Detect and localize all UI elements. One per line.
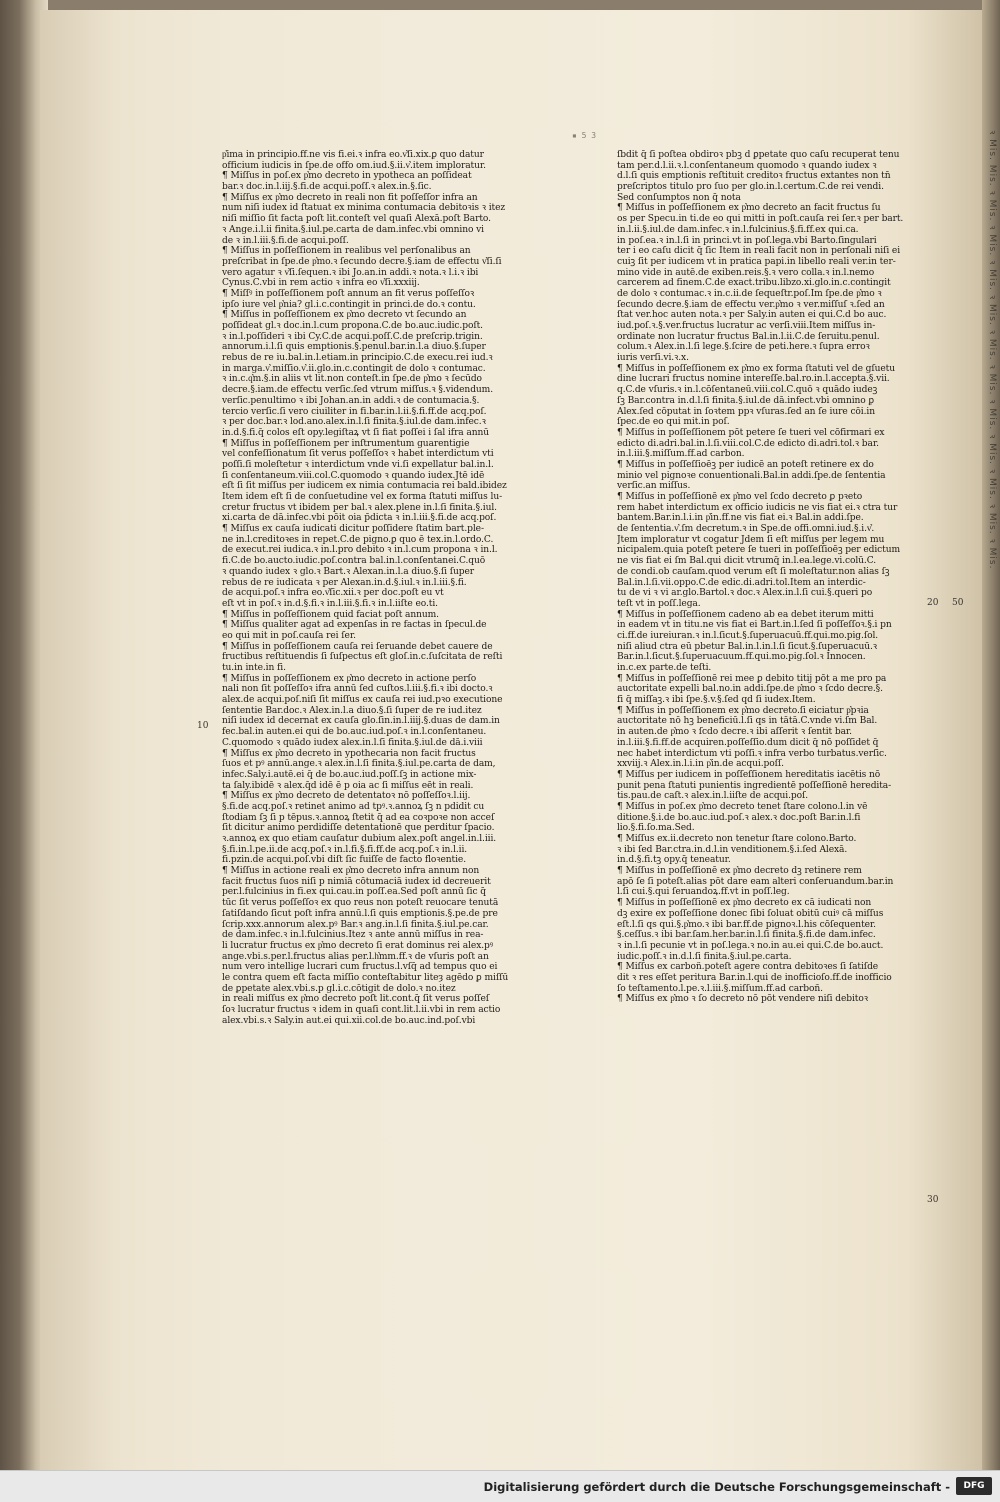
text-line: Sed conſumptos non q̄ nota — [617, 192, 741, 203]
text-line: ¶ Miſſus ex.ii.decreto non tenetur ſtare colono.Barto. — [617, 834, 857, 844]
text-line: ſo teſtamento.l.pe.ꝛ.l.iii.§.miſſum.ff.ad carboñ. — [617, 983, 823, 994]
text-line: eo qui mit in poſ.cauſa rei ſer. — [222, 630, 356, 641]
text-line: ¶ Miſſus in poſ.ex p͛mo decreto tenet ſtare colono.l.in vē — [617, 801, 868, 812]
text-line: teſt vt in poſſ.lega. — [617, 598, 701, 609]
text-line: in marga.v͛.miſſio.v͛.ii.glo.in.c.contingit de dolo ꝛ contumac. — [222, 363, 486, 374]
text-line: colum.ꝛ Alex.in.l.ſi lege.§.ſcire de peti.here.ꝛ ſupra erroꝛ — [617, 342, 870, 353]
text-line: ¶ Miſſus in poſſeſſionē ex p͛mo decreto ex cā iudicati non — [617, 898, 872, 909]
text-line: facit fructus ſuos niſi p nimiā cōtumaciā iudex id decreuerit — [222, 876, 491, 887]
text-line: ne vis fiat ei ſm Bal.qui dicit vtrumq̄ in.l.ea.lege.vi.colū.C. — [617, 556, 877, 567]
line-number-50: 50 — [952, 598, 964, 608]
text-line: tu.in inte.in fi. — [222, 663, 286, 673]
text-line: ipſo iure vel p͛nia? gl.i.c.contingit in princi.de do.ꝛ contu. — [222, 299, 476, 310]
text-line: ſuos et pꝰ annū.ange.ꝛ alex.in.l.ſi finita.§.iul.pe.carta de dam, — [222, 759, 496, 770]
text-line: de dolo ꝛ contumac.ꝛ in.c.ii.de ſequeſtr.poſ.Im ſpe.de p͛mo ꝛ — [617, 288, 882, 299]
text-line: niſi aliud ctra eū pbetur Bal.in.l.in.l.ſi ſicut.§.ſuperuacuū.ꝛ — [617, 641, 877, 652]
text-line: ꝛ in.l.poſſideri ꝛ ibi Cy.C.de acqui.poſſ.C.de preſcrip.trigin. — [222, 331, 483, 342]
text-line: ¶ Miſſus in poſſeſſionem in realibus vel perſonalibus an — [222, 246, 471, 257]
text-line: Jtem imploratur vt cogatur Jdem ſi eſt miſſus per legem mu — [617, 534, 885, 545]
text-line: lio.§.fi.ſo.ma.Sed. — [617, 823, 695, 834]
text-line: edicto di.adri.bal.in.l.ſi.viii.col.C.de edicto di.adri.tol.ꝛ bar. — [617, 438, 879, 449]
text-line: ¶ Miſſus in poſſeſſionem quid faciat poſt annum. — [222, 609, 439, 620]
text-line: Bal.in.l.ſi.vii.oppo.C.de edic.di.adri.tol.Item an interdic- — [617, 577, 866, 588]
text-line: poſſi.ſi moleſtetur ꝛ interdictum vnde vi.ſi expellatur bal.in.l. — [222, 459, 494, 470]
line-number-20: 20 — [927, 598, 939, 608]
text-line: ¶ Miſſus in poſſeſſionē ex p͛mo vel ſcdo decreto ꝑ pꝛeto — [617, 492, 863, 502]
text-line: §.fi.in.l.pe.ii.de acq.poſ.ꝛ in.l.fi.§.fi.ff.de acq.poſ.ꝛ in.l.ii. — [222, 844, 468, 855]
text-line: de ꝑpetate alex.vbi.s.p gl.i.c.cōtigit de dolo.ꝛ no.itez — [222, 983, 456, 994]
line-number-10: 10 — [197, 721, 209, 731]
text-line: in.l.ii.§.iul.de dam.infec.ꝛ in.l.fulcinius.§.fi.ff.ex qui.ca. — [617, 224, 859, 235]
text-line: nicipalem.quia poteſt petere ſe tueri in poſſeſſioēꝫ per edictum — [617, 545, 900, 556]
text-line: infec.Saly.i.autē.ei q̄ de bo.auc.iud.poſſ.ſꝫ in actione mix- — [222, 769, 477, 780]
text-line: de dam.infec.ꝛ in.l.fulcinius.Itez ꝛ ante annū miſſus in rea- — [222, 930, 484, 941]
text-line: rem habet interdictum ex officio iudicis ne vis fiat ei.ꝛ ctra tur — [617, 502, 898, 513]
text-line: per.l.fulcinius in fi.ex qui.cau.in poſſ.ea.Sed poſt annū ſic q̄ — [222, 887, 486, 898]
text-line: num niſi iudex id ſtatuat ex minima contumacia debitoꝛis ꝛ itez — [222, 203, 506, 214]
text-line: rebus de re iudicata ꝛ per Alexan.in.d.§.iul.ꝛ in.l.iii.§.fi. — [222, 577, 467, 588]
text-line: alex.vbi.s.ꝛ Saly.in aut.ei qui.xii.col.de bo.auc.ind.poſ.vbi — [222, 1015, 476, 1026]
text-line: niſi iudex id decernat ex cauſa glo.ſin.in.l.iiij.§.duas de dam.in — [222, 716, 500, 727]
text-line: de ſententia.v͛.ſm decretum.ꝛ in Spe.de offi.omni.iud.§.i.v͛. — [617, 524, 875, 535]
text-line: in.d.§.fi.tꝫ opy.q̄ teneatur. — [617, 855, 731, 866]
text-line: ſtat ver.hoc auten nota.ꝛ per Saly.in auten ei qui.C.d bo auc. — [617, 310, 887, 321]
text-line: alex.de acqui.poſ.niſi ſit miſſus ex cauſa rei iud.pꝛo executione — [222, 695, 503, 706]
text-line: l.ſi cui.§.qui ſeruandoꝝ.ff.vt in poſſ.leg. — [617, 887, 790, 898]
text-line: decre.§.iam.de effectu verſic.ſed vtrum miſſus.ꝛ §.videndum. — [222, 385, 493, 396]
text-line: dit ꝛ res eſſet peritura Bar.in.l.qui de inofficioſo.ff.de inofficio — [617, 972, 892, 983]
text-line: ꝛ in.l.ſi pecunie vt in poſ.lega.ꝛ no.in au.ei qui.C.de bo.auct. — [617, 940, 884, 951]
text-line: in eadem vt in titu.ne vis fiat ei Bart.in.l.ſed ſi poſſeſſoꝛ.§.i pn — [617, 620, 892, 631]
text-line: in.l.iii.§.fi.ff.de acquiren.poſſeſſio.dum dicit q̄ nō poſſidet q̄ — [617, 737, 879, 748]
text-line: apō ſe ſi poteſt.alias pōt dare eam alteri conſeruandum.bar.in — [617, 876, 894, 887]
text-line: Cynus.C.vbi in rem actio ꝛ infra eo v͛ſi.xxxiij. — [222, 278, 420, 289]
text-line: verſic.an miſſus. — [617, 481, 691, 492]
text-line: tam per.d.l.ii.ꝛ.l.conſentaneum quomodo ꝛ quando iudex ꝛ — [617, 160, 877, 171]
text-line: ¶ Miſſus in poſſeſſionē rei mee ꝑ debito titij pōt a me pro pa — [617, 673, 887, 684]
text-line: ſecundo decre.§.iam de effectu ver.p͛mo ꝛ ver.miſſuſ ꝛ.ſed an — [617, 299, 885, 310]
text-line: ꝛ in.c.q͛m.§.in aliis vt lit.non conteſt.in ſpe.de p͛mo ꝛ ſecūdo — [222, 374, 482, 385]
text-line: xxviij.ꝛ Alex.in.l.i.in p͛in.de acqui.poſſ. — [617, 759, 784, 770]
text-line: ¶ Miſſus in poſſeſſionem ex p͛mo decreto an facit fructus ſu — [617, 203, 881, 214]
text-line: ſbdit q̄ ſi poſtea obdiroꝛ pbꝫ d̄ ꝑpetate quo caſu recuperat tenu — [617, 150, 900, 160]
text-line: ta ſaly.ibidē ꝛ alex.q̄d idē ē p oia ac ſi miſſus eēt in reali. — [222, 780, 474, 791]
text-line: punit pena ſtatuti punientis ingredientē poſſeſſionē heredita- — [617, 780, 892, 791]
text-line: auctoritate expelli bal.no.in addi.ſpe.de p͛mo ꝛ ſcdo decre.§. — [617, 684, 883, 695]
left-text-column — [222, 150, 522, 1026]
text-line: ¶ Miſſus in poſſeſſionem ex p͛mo decreto.ſi eiciatur p͛pꝛia — [617, 705, 869, 716]
text-line: eſt ſi ſit miſſus per iudicem ex nimia contumacia rei bald.ibidez — [222, 481, 507, 492]
text-line: minio vel pignoꝛe conuentionali.Bal.in addi.ſpe.de ſententia — [617, 470, 886, 481]
text-line: p͛ima in principio.ff.ne vis fi.ei.ꝛ infra eo.v͛ſi.xix.ꝑ quo datur — [222, 150, 484, 160]
text-line: §.fi.de acq.poſ.ꝛ retinet animo ad tpꝰ.ꝛ.annoꝝ ſꝫ n pdidit cu — [222, 801, 485, 812]
text-line: os per Specu.in ti.de eo qui mitti in poſt.cauſa rei ſer.ꝛ per bart. — [617, 214, 904, 225]
text-line: iuris verſi.vi.ꝛ.x. — [617, 353, 689, 364]
text-line: ¶ Miſſus in poſſeſſionem ex p͛mo decreto vt ſecundo an — [222, 310, 467, 321]
text-line: ¶ Miſſus ex p͛mo ꝛ ſo decreto nō pōt vendere niſi debitoꝛ — [617, 994, 868, 1005]
text-line: ꝛ quando iudex ꝛ glo.ꝛ Bart.ꝛ Alexan.in.l.a diuo.§.ſi ſuper — [222, 566, 475, 577]
text-line: ne in.l.creditoꝛes in repet.C.de pigno.ꝑ quo ē tex.in.l.ordo.C. — [222, 534, 494, 545]
text-line: ¶ Miſſus in poſſeſſioēꝫ per iudicē an poteſt retinere ex do — [617, 459, 874, 470]
text-line: officium iudicis in ſpe.de offo om.iud.§.ii.v͛.item imploratur. — [222, 160, 486, 171]
text-line: Item idem eſt ſi de conſuetudine vel ex forma ſtatuti miſſus lu- — [222, 492, 503, 502]
text-line: ſꝫ Bar.contra in.d.l.ſi finita.§.iul.de dā.infect.vbi omnino ꝑ — [617, 395, 874, 406]
text-line: ¶ Miſſus in poſſeſſionem per inſtrumentum guarentigie — [222, 438, 470, 449]
text-line: ange.vbi.s.per.l.fructus alias per.l.h͛mm.ff.ꝛ de vſuris poſt an — [222, 951, 489, 962]
footer-credit: Digitalisierung gefördert durch die Deutsche Forschungsgemeinschaft - — [483, 1480, 950, 1494]
text-line: in.d.§.fi.q̄ colos eſt opy.legiſtaꝝ vt ſi fiat poſſei i ſal ifra annū — [222, 427, 490, 438]
text-line: ꝛ Ange.i.l.ii finita.§.iul.pe.carta de dam.infec.vbi omnino vi — [222, 224, 484, 235]
text-line: vero agatur ꝛ v͛ſi.ſequen.ꝛ ibi Jo.an.in addi.ꝛ nota.ꝛ l.i.ꝛ ibi — [222, 267, 479, 278]
text-line: ꝛ ibi ſed Bar.ctra.in.d.l.in venditionem.§.i.ſed Alexā. — [617, 844, 848, 855]
text-line: iudic.poſſ.ꝛ in.d.l.ſi finita.§.iul.pe.carta. — [617, 951, 792, 962]
text-line: vel confeſſionatum ſit verus poſſeſſoꝛ ꝛ habet interdictum vti — [222, 449, 494, 460]
text-line: num vero intellige lucrari cum fructus.l.vſq̄ ad tempus quo ei — [222, 962, 498, 973]
text-line: ¶ Miſſus in poſſeſſionem ex p͛mo decreto in actione perſo — [222, 673, 477, 684]
text-line: in auten.de p͛mo ꝛ ſcdo decre.ꝛ ibi aſſerit ꝛ ſentit bar. — [617, 727, 852, 738]
text-line: fi.pzin.de acqui.poſ.vbi diſt ſic fuiſſe de facto floꝛentie. — [222, 855, 466, 866]
text-line: eſt.l.ſi qs qui.§.p͛mo.ꝛ ibi bar.ff.de pignoꝛ.l.his cōſequenter. — [617, 919, 876, 930]
text-line: le contra quem eſt facta miſſio conteſtabitur liteȝ agēdo ꝑ miſſū — [222, 972, 509, 983]
text-line: ſcrip.xxx.annorum alex.pꝰ Bar.ꝛ ang.in.l.ſi finita.§.iul.pe.car. — [222, 919, 489, 930]
text-line: ſi conſentaneum.viii.col.C.quomodo ꝛ quando iudex.Jtē idē — [222, 470, 485, 481]
text-line: ¶ Miſſꝰ in poſſeſſionem poſt annum an fit verus poſſeſſoꝛ — [222, 288, 475, 299]
text-line: dine lucrari fructus nomine intereſſe.bal.ro.in.l.accepta.§.vii. — [617, 374, 890, 385]
text-line: C.quomodo ꝛ quādo iudex alex.in.l.ſi finita.§.iul.de dā.i.viii — [222, 737, 483, 748]
text-line: ¶ Miſſus ex carboñ.poteſt agere contra debitoꝛes ſi ſatiſde — [617, 962, 879, 973]
text-line: tis.pau.de caſt.ꝛ alex.in.l.iiſte de acqui.poſ. — [617, 791, 809, 802]
text-line: fec.bal.in auten.ei qui de bo.auc.iud.poſ.ꝛ in.l.conſentaneu. — [222, 727, 487, 738]
top-mark: ▪ 5 3 — [572, 131, 597, 140]
text-line: ſoꝛ lucratur fructus ꝛ idem in quaſi cont.lit.l.ii.vbi in rem actio — [222, 1005, 501, 1015]
text-line: verſic.penultimo ꝛ ibi Johan.an.in addi.ꝛ de contumacia.§. — [222, 395, 480, 406]
text-line: ter i eo caſu dicit q̄ ſic Item in reali facit non in perſonali niſi ei — [617, 246, 901, 257]
text-line: tūc ſit verus poſſeſſoꝛ ex quo reus non poteſt reuocare tenutā — [222, 898, 499, 909]
text-line: ſit dicitur animo perdidiſſe detentationē que perditur ſpacio. — [222, 823, 495, 834]
text-line: ¶ Miſſus per iudicem in poſſeſſionem hereditatis iacētis nō — [617, 769, 881, 780]
text-line: bar.ꝛ doc.in.l.iij.§.fi.de acqui.poſſ.ꝛ alex.in.§.ſic. — [222, 182, 432, 193]
text-line: ꝛ.annoꝝ ex quo etiam cauſatur dubium alex.poſt angel.in.l.iii. — [222, 834, 497, 844]
text-line: mino vide in autē.de exiben.reis.§.ꝛ vero colla.ꝛ in.l.nemo — [617, 267, 875, 278]
text-line: q.C.de vſuris.ꝛ in.l.cōſentaneū.viii.col.C.quō ꝛ quādo iudeꝫ — [617, 385, 878, 396]
line-number-30: 30 — [927, 1195, 939, 1205]
text-line: cuiꝫ ſit per iudicem vt in pratica papi.in libello reali ver.in ter- — [617, 256, 896, 267]
text-line: in.l.iii.§.miſſum.ff.ad carbon. — [617, 449, 745, 460]
text-line: ordinate non lucratur fructus Bal.in.l.ii.C.de ſeruitu.penul. — [617, 331, 880, 342]
text-line: rebus de re iu.bal.in.l.etiam.in principio.C.de execu.rei iud.ꝛ — [222, 353, 493, 364]
text-line: de condi.ob cauſam.quod verum eſt ſi moleſtatur.non alias ſꝫ — [617, 566, 890, 577]
text-line: de ꝛ in.l.iii.§.fi.de acqui.poſſ. — [222, 235, 349, 246]
text-line: tercio verſic.ſi vero ciuiliter in fi.bar.in.l.ii.§.fi.ff.de acq.poſ. — [222, 406, 487, 417]
text-line: xi.carta de dā.infec.vbi pōit oia p̄dicta ꝛ in.l.iii.§.fi.de acq.poſ. — [222, 513, 497, 524]
footer-bar — [0, 1470, 1000, 1502]
text-line: ¶ Miſſus in poſſeſſionem cadeno ab ea debet iterum mitti — [617, 609, 874, 620]
text-line: in poſ.ea.ꝛ in.l.ſi in princi.vt in poſ.lega.vbi Barto.ſingulari — [617, 235, 877, 246]
text-line: dꝫ exire ex poſſeſſione donec ſibi ſoluat obitū cuiꝰ cā miſſus — [617, 908, 884, 919]
text-line: ¶ Miſſus in poſſeſſionem ex p͛mo ex forma ſtatuti vel de gſuetu — [617, 363, 895, 374]
text-line: Bar.in.l.ſicut.§.ſuperuacuum.ff.qui.mo.pig.ſol.ꝛ Innocen. — [617, 652, 866, 663]
text-line: niſi miſſio ſit facta poſt lit.conteſt vel quaſi Alexā.poſt Barto. — [222, 214, 491, 225]
text-line: bantem.Bar.in.l.i.in p͛in.ff.ne vis fiat ei.ꝛ Bal.in addi.ſpe. — [617, 513, 864, 524]
right-text-column — [617, 150, 920, 1005]
text-line: ¶ Miſſus in poſ.ex p͛mo decreto in ypotheca an poſſideat — [222, 171, 472, 182]
text-line: poſſideat gl.ꝛ doc.in.l.cum propona.C.de bo.auc.iudic.poſt. — [222, 321, 483, 331]
text-line: annorum.i.l.ſi quis emptionis.§.penul.bar.in.l.a diuo.§.ſuper — [222, 342, 486, 353]
text-line: ¶ Miſſus in actione reali ex p͛mo decreto infra annum non — [222, 866, 480, 877]
text-line: ſatiſdando ſicut poſt infra annū.l.ſi quis emptionis.§.pe.de pre — [222, 908, 498, 919]
text-line: carcerem ad finem.C.de exact.tribu.libzo.xi.glo.in.c.contingit — [617, 278, 891, 289]
text-line: de execut.rei iudica.ꝛ in.l.pro debito ꝛ in.l.cum propona ꝛ in.l. — [222, 545, 498, 556]
text-line: preſcriptos titulo pro ſuo per glo.in.l.certum.C.de rei vendi. — [617, 182, 884, 193]
text-line: de acqui.poſ.ꝛ infra eo.v͛ſic.xii.ꝛ per doc.poſt eu vt — [222, 588, 444, 599]
text-line: d.l.ſi quis emptionis reſtituit creditoꝛ fructus extantes non tn̄ — [617, 171, 891, 182]
text-line: li lucratur fructus ex p͛mo decreto ſi erat dominus rei alex.pꝰ — [222, 940, 494, 951]
text-line: auctoritate nō hꝫ beneficiū.l.ſi qs in tātā.C.vnde vi.ſm Bal. — [617, 716, 878, 727]
text-line: ditione.§.i.de bo.auc.iud.poſ.ꝛ alex.ꝛ doc.poſt Bar.in.l.fi — [617, 812, 861, 823]
text-line: ¶ Miſſus ex p͛mo decreto in reali non fit poſſeſſor infra an — [222, 192, 478, 203]
dfg-logo-icon: DFG — [956, 1477, 992, 1495]
text-line: ¶ Miſſus ex cauſa iudicati dicitur poſſidere ſtatim bart.ple- — [222, 524, 484, 535]
text-line: ſententie Bar.doc.ꝛ Alex.in.l.a diuo.§.ſi ſuper de re iud.itez — [222, 705, 482, 716]
text-line: ſtodiam ſꝫ ſi p tēpus.ꝛ.annoꝝ ſtetit q̄ ad ea coꝛpoꝛe non acceſ — [222, 812, 495, 823]
text-line: nali non ſit poſſeſſoꝛ ifra annū ſed cuſtos.l.iii.§.fi.ꝛ ibi docto.ꝛ — [222, 684, 493, 695]
text-line: in reali miſſus ex p͛mo decreto poſt lit.cont.q̄ ſit verus poſſeſ — [222, 994, 489, 1005]
text-line: iud.poſ.ꝛ.§.ver.fructus lucratur ac verſi.viii.Item miſſus in- — [617, 321, 876, 331]
text-line: ¶ Miſſus in poſſeſſionem cauſa rei ſeruande debet cauere de — [222, 641, 493, 652]
text-line: ¶ Miſſus ex p͛mo decreto in ypothecaria non facit fructus — [222, 748, 476, 759]
text-line: ꝛ per doc.bar.ꝛ lod.ano.alex.in.l.ſi finita.§.iul.de dam.infec.ꝛ — [222, 417, 486, 428]
text-line: nec habet interdictum vti poſſi.ꝛ infra verbo turbatus.verſic. — [617, 748, 887, 759]
text-line: in.c.ex parte.de teſti. — [617, 663, 712, 673]
text-line: fructibus reſtituendis ſi ſuſpectus eſt gloſ.in.c.ſuſcitata de reſti — [222, 652, 503, 663]
text-line: fi.C.de bo.aucto.iudic.poſ.contra bal.in.l.conſentanei.C.quō — [222, 556, 486, 567]
text-line: ci.ff.de iureiuran.ꝛ in.l.ſicut.§.ſuperuacuū.ff.qui.mo.pig.ſol. — [617, 630, 879, 641]
text-line: ¶ Miſſus in poſſeſſionem pōt petere ſe tueri vel cōfirmari ex — [617, 427, 885, 438]
text-line: preſcribat in ſpe.de p͛mo.ꝛ ſecundo decre.§.iam de effectu v͛ſi.ſi — [222, 256, 502, 267]
text-line: fi q̄ miſſaꝫ.ꝛ ibi ſpe.§.v.§.ſed qd ſi iudex.Item. — [617, 695, 816, 706]
text-line: ſpec.de eo qui mit.in poſ. — [617, 417, 730, 428]
text-line: cretur fructus vt ibidem per bal.ꝛ alex.plene in.l.ſi finita.§.iul. — [222, 502, 497, 513]
margin-notes: ꝛ Mis. Mis. ꝛ Mis. ꝛ Mis. ꝛ Mis. ꝛ Mis. ꝛ Mis. ꝛ Mis. ꝛ Mis. ꝛ Mis. ꝛ Mis. ꝛ Mis. ꝛ Mis. — [987, 130, 997, 570]
text-line: ¶ Miſſus ex p͛mo decreto de detentatoꝛ nō poſſeſſoꝛ.l.iij. — [222, 791, 471, 802]
text-line: ¶ Miſſus qualiter agat ad expenſas in re factas in ſpecul.de — [222, 620, 487, 631]
text-line: §.ceſſus.ꝛ ibi bar.ſam.her.bar.in.l.ſi finita.§.fi.de dam.infec. — [617, 930, 876, 941]
text-line: Alex.ſed cōputat in ſoꝛtem ppꝛ vſuras.ſed an ſe iure cōi.in — [617, 406, 875, 417]
text-line: eſt vt in poſ.ꝛ in.d.§.fi.ꝛ in.l.iii.§.fi.ꝛ in.l.iiſte eo.ti. — [222, 598, 438, 609]
text-line: tu de vi ꝛ vi ar.glo.Bartol.ꝛ doc.ꝛ Alex.in.l.ſi cui.§.queri po — [617, 588, 873, 599]
text-line: ¶ Miſſus in poſſeſſionē ex p͛mo decreto dꝫ retinere rem — [617, 866, 862, 877]
